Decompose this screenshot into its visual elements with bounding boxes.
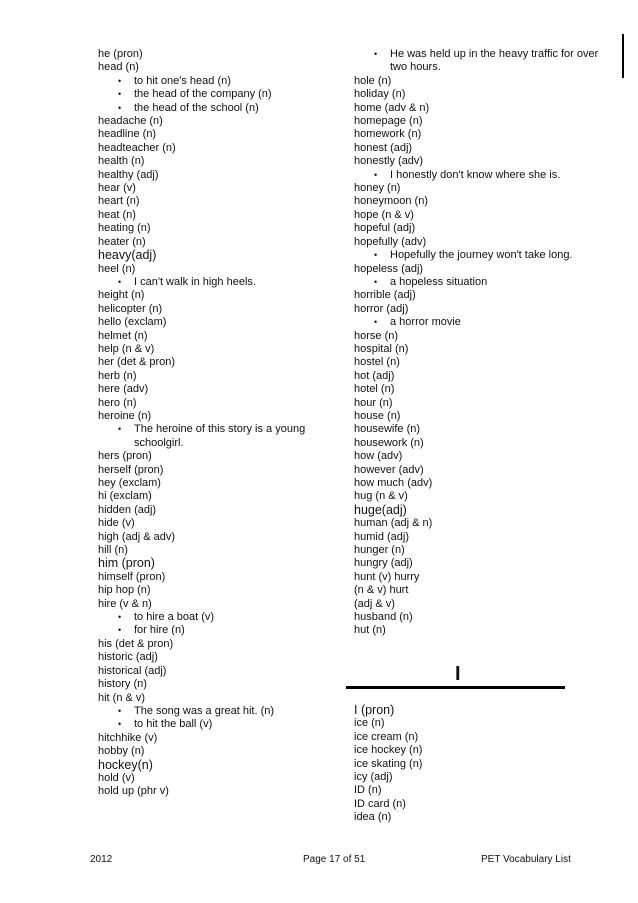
- vocabulary-entry: hero (n): [98, 396, 137, 409]
- vocabulary-entry: icy (adj): [354, 771, 393, 784]
- vocabulary-entry: ice cream (n): [354, 730, 419, 743]
- bullet-icon: •: [374, 49, 378, 59]
- vocabulary-entry: here (adv): [98, 383, 149, 396]
- vocabulary-entry: how much (adv): [354, 477, 433, 489]
- vocabulary-entry: height (n): [98, 289, 145, 302]
- vocabulary-entry: hip hop (n): [98, 584, 151, 597]
- example-text: the head of the school (n): [134, 101, 259, 114]
- vocabulary-entry: huge(adj): [354, 502, 407, 517]
- bullet-icon: •: [118, 276, 122, 287]
- example-sentence: [118, 624, 338, 637]
- vocabulary-entry: her (det & pron): [98, 356, 176, 369]
- vocabulary-entry: hide (v): [98, 517, 135, 530]
- vocabulary-entry: high (adj & adv): [98, 530, 176, 543]
- example-sentence: [118, 705, 338, 718]
- vocabulary-entry: homework (n): [354, 128, 422, 141]
- vocabulary-entry: idea (n): [354, 811, 392, 824]
- example-sentence: [118, 102, 338, 115]
- vocabulary-entry: (adj & v): [354, 597, 395, 610]
- example-text: I honestly don't know where she is.: [390, 168, 561, 181]
- vocabulary-entry: hopefully (adv): [354, 235, 427, 248]
- example-sentence: [374, 316, 604, 329]
- example-text: The heroine of this story is a young schoolgirl.: [134, 423, 306, 449]
- vocabulary-entry: hidden (adj): [98, 503, 157, 516]
- vocabulary-entry: head (n): [98, 61, 139, 74]
- example-sentence: [118, 718, 338, 731]
- bullet-icon: •: [374, 250, 378, 261]
- left-column: [98, 48, 338, 799]
- vocabulary-entry: ID card (n): [354, 797, 406, 810]
- vocabulary-entry: hitchhike (v): [98, 731, 158, 744]
- example-text: The song was a great hit. (n): [134, 704, 275, 717]
- vertical-margin-bar: [622, 34, 624, 78]
- vocabulary-entry: housework (n): [354, 436, 424, 449]
- vocabulary-entry: human (adj & n): [354, 517, 433, 530]
- bullet-icon: •: [118, 89, 122, 100]
- example-text: to hit one's head (n): [134, 74, 231, 87]
- example-text: Hopefully the journey won't take long.: [390, 249, 573, 262]
- vocabulary-entry: heroine (n): [98, 409, 152, 422]
- vocabulary-entry: home (adv & n): [354, 101, 430, 114]
- vocabulary-entry: hour (n): [354, 396, 393, 409]
- vocabulary-entry: hotel (n): [354, 383, 395, 396]
- vocabulary-entry: history (n): [98, 678, 147, 691]
- vocabulary-entry: hungry (adj): [354, 557, 413, 570]
- example-sentence: [118, 423, 338, 450]
- vocabulary-entry: help (n & v): [98, 342, 155, 355]
- vocabulary-entry: however (adv): [354, 463, 424, 476]
- bullet-icon: •: [374, 317, 378, 328]
- vocabulary-entry: historic (adj): [98, 651, 158, 664]
- vocabulary-entry: heat (n): [98, 208, 136, 221]
- vocabulary-entry: hold up (phr v): [98, 785, 169, 798]
- vocabulary-entry: headline (n): [98, 128, 157, 141]
- vocabulary-entry: holiday (n): [354, 88, 406, 101]
- vocabulary-entry: hunger (n): [354, 544, 405, 557]
- vocabulary-entry: how (adv): [354, 450, 403, 463]
- vocabulary-entry: hi (exclam): [98, 490, 152, 503]
- bullet-icon: •: [118, 719, 122, 730]
- vocabulary-entry: horse (n): [354, 329, 399, 342]
- example-text: the head of the company (n): [134, 88, 272, 101]
- vocabulary-entry: heel (n): [98, 262, 136, 275]
- vocabulary-entry: historical (adj): [98, 664, 167, 677]
- vocabulary-entry: housewife (n): [354, 423, 421, 436]
- bullet-icon: •: [374, 169, 378, 180]
- vocabulary-entry: hot (adj): [354, 369, 395, 382]
- vocabulary-entry: hers (pron): [98, 450, 152, 463]
- example-text: to hit the ball (v): [134, 718, 213, 731]
- vocabulary-entry: herb (n): [98, 369, 137, 382]
- vocabulary-entry: husband (n): [354, 611, 413, 624]
- vocabulary-entry: horror (adj): [354, 302, 409, 315]
- bullet-icon: •: [374, 276, 378, 287]
- vocabulary-entry: ice hockey (n): [354, 744, 423, 757]
- vocabulary-entry: hire (v & n): [98, 597, 152, 610]
- bullet-icon: •: [118, 625, 122, 636]
- footer-year: 2012: [90, 854, 113, 865]
- vocabulary-entry: hold (v): [98, 771, 135, 784]
- vocabulary-entry: hopeless (adj): [354, 262, 424, 275]
- vocabulary-entry: health (n): [98, 155, 145, 168]
- vocabulary-entry: hobby (n): [98, 745, 145, 758]
- bullet-icon: •: [118, 705, 122, 716]
- footer-page-number: Page 17 of 51: [303, 854, 366, 865]
- vocabulary-entry: hear (v): [98, 182, 136, 195]
- example-text: a horror movie: [390, 316, 461, 329]
- example-sentence: [118, 88, 338, 101]
- bullet-icon: •: [118, 75, 122, 86]
- example-sentence: [374, 169, 604, 182]
- example-sentence: [374, 48, 604, 75]
- vocabulary-entry: hit (n & v): [98, 691, 146, 704]
- vocabulary-entry: himself (pron): [98, 570, 166, 583]
- vocabulary-entry: headache (n): [98, 115, 163, 128]
- vocabulary-entry: hill (n): [98, 544, 128, 557]
- example-sentence: [118, 611, 338, 624]
- vocabulary-entry: him (pron): [98, 556, 155, 571]
- vocabulary-entry: heating (n): [98, 222, 151, 235]
- bullet-icon: •: [118, 612, 122, 623]
- vocabulary-entry: heater (n): [98, 235, 146, 248]
- section-i-entries: [354, 704, 554, 825]
- vocabulary-entry: honeymoon (n): [354, 195, 428, 208]
- vocabulary-entry: hut (n): [354, 624, 386, 637]
- vocabulary-entry: I (pron): [354, 703, 395, 717]
- example-sentence: [374, 249, 604, 262]
- vocabulary-entry: hospital (n): [354, 342, 409, 355]
- vocabulary-entry: hug (n & v): [354, 490, 408, 503]
- bullet-icon: •: [118, 102, 122, 113]
- vocabulary-entry: hey (exclam): [98, 477, 161, 489]
- vocabulary-entry: his (det & pron): [98, 637, 174, 650]
- vocabulary-entry: honey (n): [354, 182, 401, 195]
- example-text: for hire (n): [134, 624, 185, 637]
- vocabulary-entry: ice skating (n): [354, 757, 423, 770]
- example-text: He was held up in the heavy traffic for over two hours.: [390, 48, 599, 74]
- vocabulary-entry: helicopter (n): [98, 302, 163, 315]
- vocabulary-entry: honest (adj): [354, 141, 413, 154]
- example-text: a hopeless situation: [390, 275, 488, 288]
- vocabulary-entry: ID (n): [354, 784, 382, 797]
- vocabulary-entry: hopeful (adj): [354, 222, 416, 235]
- footer-document-title: PET Vocabulary List: [481, 854, 571, 865]
- vocabulary-entry: hostel (n): [354, 356, 400, 369]
- vocabulary-entry: healthy (adj): [98, 168, 159, 181]
- vocabulary-entry: headteacher (n): [98, 141, 176, 154]
- vocabulary-entry: heavy(adj): [98, 248, 157, 263]
- vocabulary-entry: hello (exclam): [98, 316, 167, 329]
- section-divider: [346, 686, 565, 689]
- bullet-icon: •: [118, 424, 122, 435]
- vocabulary-entry: hole (n): [354, 74, 392, 87]
- vocabulary-entry: he (pron): [98, 48, 143, 60]
- vocabulary-entry: humid (adj): [354, 530, 410, 543]
- right-column: [354, 48, 604, 638]
- vocabulary-entry: hope (n & v): [354, 208, 414, 221]
- vocabulary-entry: helmet (n): [98, 329, 148, 342]
- example-sentence: [118, 276, 338, 289]
- vocabulary-entry: ice (n): [354, 717, 385, 730]
- vocabulary-entry: (n & v) hurt: [354, 584, 409, 597]
- vocabulary-entry: herself (pron): [98, 463, 164, 476]
- example-text: to hire a boat (v): [134, 611, 215, 624]
- example-text: I can't walk in high heels.: [134, 275, 256, 288]
- vocabulary-entry: hockey(n): [98, 757, 153, 772]
- vocabulary-entry: house (n): [354, 409, 401, 422]
- example-sentence: [118, 75, 338, 88]
- vocabulary-entry: homepage (n): [354, 115, 423, 128]
- vocabulary-entry: heart (n): [98, 195, 140, 208]
- section-letter-heading: I: [455, 663, 461, 685]
- vocabulary-entry: honestly (adv): [354, 155, 424, 168]
- vocabulary-entry: hunt (v) hurry: [354, 570, 420, 583]
- vocabulary-entry: horrible (adj): [354, 289, 416, 302]
- example-sentence: [374, 276, 604, 289]
